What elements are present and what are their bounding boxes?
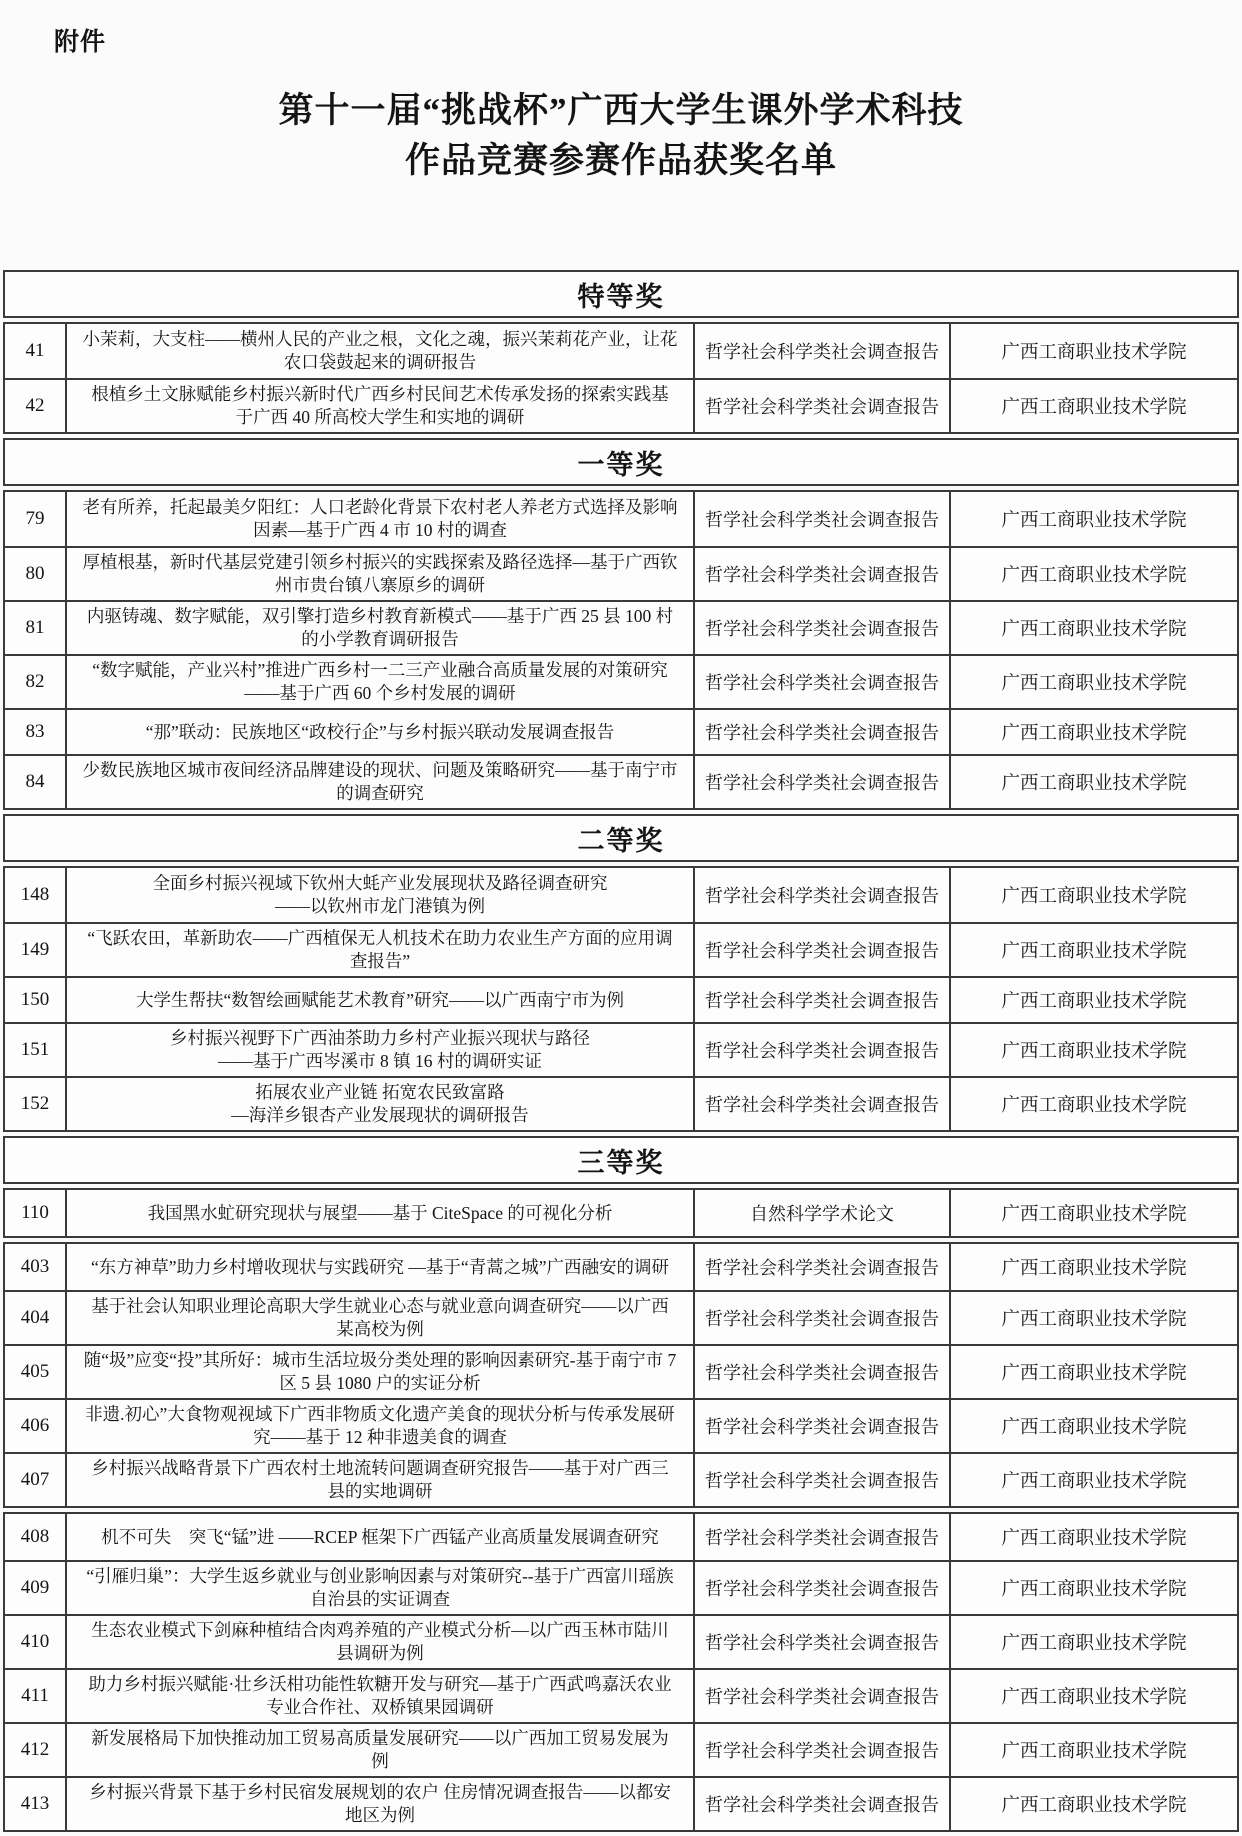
- row-org-cell: 广西工商职业技术学院: [949, 978, 1237, 1022]
- title-line: 机不可失 突飞“锰”进 ——RCEP 框架下广西锰产业高质量发展调查研究: [101, 1526, 659, 1547]
- row-number-cell: 41: [25, 340, 45, 361]
- row-category-cell: 哲学社会科学类社会调查报告: [693, 1562, 949, 1614]
- row-category-cell: 哲学社会科学类社会调查报告: [693, 1778, 949, 1830]
- table-row: [5, 1560, 1237, 1614]
- title-line: 大学生帮扶“数智绘画赋能艺术教育”研究——以广西南宁市为例: [135, 989, 625, 1010]
- row-category-cell: 哲学社会科学类社会调查报告: [693, 602, 949, 654]
- row-title-cell: [65, 1346, 693, 1398]
- title-line: “飞跃农田，革新助农——广西植保无人机技术在助力农业生产方面的应用调: [87, 928, 673, 948]
- row-number-cell: 83: [25, 721, 45, 742]
- table-row: [5, 1022, 1237, 1076]
- row-title-cell: [65, 324, 693, 378]
- row-org-cell: 广西工商职业技术学院: [949, 1024, 1237, 1076]
- title-line: 少数民族地区城市夜间经济品牌建设的现状、问题及策略研究——基于南宁市: [82, 760, 678, 780]
- title-line: “那”联动：民族地区“政校行企”与乡村振兴联动发展调查报告: [145, 721, 615, 742]
- row-title-cell: [65, 1616, 693, 1668]
- row-number-cell: 42: [25, 395, 45, 416]
- row-title-cell: [65, 1454, 693, 1506]
- row-org-cell: 广西工商职业技术学院: [949, 602, 1237, 654]
- row-title-cell: [65, 1724, 693, 1776]
- rows-block: [3, 866, 1239, 1132]
- table-row: [5, 1776, 1237, 1830]
- row-category-cell: 哲学社会科学类社会调查报告: [693, 1400, 949, 1452]
- table-row: [5, 1190, 1237, 1236]
- table-row: [5, 708, 1237, 754]
- table-row: [5, 868, 1237, 922]
- row-category-cell: 哲学社会科学类社会调查报告: [693, 1024, 949, 1076]
- row-title-cell: [65, 710, 693, 754]
- row-category-cell: 哲学社会科学类社会调查报告: [693, 1078, 949, 1130]
- table-row: [5, 492, 1237, 546]
- title-line: 乡村振兴战略背景下广西农村土地流转问题调查研究报告——基于对广西三: [91, 1458, 669, 1478]
- title-line: —海洋乡银杏产业发展现状的调研报告: [231, 1105, 529, 1125]
- row-number-cell: 404: [20, 1307, 50, 1328]
- row-category-cell: 哲学社会科学类社会调查报告: [693, 1292, 949, 1344]
- row-org-cell: 广西工商职业技术学院: [949, 1778, 1237, 1830]
- row-org-cell: 广西工商职业技术学院: [949, 1078, 1237, 1130]
- title-line: 的调查研究: [336, 783, 424, 803]
- row-title-cell: [65, 492, 693, 546]
- row-number-cell: 408: [20, 1526, 50, 1547]
- table-row: [5, 600, 1237, 654]
- title-line: 随“圾”应变“投”其所好：城市生活垃圾分类处理的影响因素研究-基于南宁市 7: [83, 1350, 677, 1370]
- title-line: 查报告”: [349, 951, 411, 971]
- row-number-cell: 403: [20, 1256, 50, 1277]
- rows-block: [3, 1512, 1239, 1832]
- title-line: 我国黑水虻研究现状与展望——基于 CiteSpace 的可视化分析: [147, 1202, 613, 1223]
- section-header: 二等奖: [3, 814, 1239, 862]
- title-line: 县调研为例: [336, 1643, 424, 1663]
- page-title-line2: 作品竞赛参赛作品获奖名单: [404, 141, 837, 180]
- title-line: ——以钦州市龙门港镇为例: [275, 896, 485, 916]
- row-category-cell: 哲学社会科学类社会调查报告: [693, 868, 949, 922]
- title-line: 乡村振兴视野下广西油茶助力乡村产业振兴现状与路径: [170, 1028, 590, 1048]
- table-row: [5, 378, 1237, 432]
- table-row: [5, 1614, 1237, 1668]
- row-number-cell: 79: [25, 508, 45, 529]
- row-org-cell: 广西工商职业技术学院: [949, 1244, 1237, 1290]
- row-category-cell: 哲学社会科学类社会调查报告: [693, 710, 949, 754]
- row-category-cell: 哲学社会科学类社会调查报告: [693, 1616, 949, 1668]
- row-title-cell: [65, 548, 693, 600]
- rows-block: [3, 322, 1239, 434]
- row-org-cell: 广西工商职业技术学院: [949, 1454, 1237, 1506]
- row-org-cell: 广西工商职业技术学院: [949, 492, 1237, 546]
- rows-block: [3, 490, 1239, 810]
- row-number-cell: 149: [20, 939, 50, 960]
- row-org-cell: 广西工商职业技术学院: [949, 1190, 1237, 1236]
- table-row: [5, 1290, 1237, 1344]
- row-category-cell: 哲学社会科学类社会调查报告: [693, 548, 949, 600]
- title-line: 拓展农业产业链 拓宽农民致富路: [255, 1082, 505, 1102]
- title-line: 专业合作社、双桥镇果园调研: [266, 1697, 494, 1717]
- row-number-cell: 148: [20, 884, 50, 905]
- title-line: 因素—基于广西 4 市 10 村的调查: [253, 520, 507, 540]
- title-line: ——基于广西岑溪市 8 镇 16 村的调研实证: [218, 1051, 542, 1071]
- row-title-cell: [65, 868, 693, 922]
- title-line: 生态农业模式下剑麻种植结合肉鸡养殖的产业模式分析—以广西玉林市陆川: [91, 1620, 669, 1640]
- row-number-cell: 151: [20, 1039, 50, 1060]
- table-row: [5, 1514, 1237, 1560]
- row-org-cell: 广西工商职业技术学院: [949, 924, 1237, 976]
- table-row: [5, 1076, 1237, 1130]
- rows-block: [3, 1188, 1239, 1238]
- row-number-cell: 409: [20, 1577, 50, 1598]
- row-org-cell: 广西工商职业技术学院: [949, 756, 1237, 808]
- page-title: [0, 86, 1242, 186]
- row-title-cell: [65, 602, 693, 654]
- section-header: 三等奖: [3, 1136, 1239, 1184]
- table-row: [5, 546, 1237, 600]
- table-row: [5, 1344, 1237, 1398]
- title-line: 区 5 县 1080 户的实证分析: [279, 1373, 481, 1393]
- table-row: [5, 1668, 1237, 1722]
- row-category-cell: 哲学社会科学类社会调查报告: [693, 1346, 949, 1398]
- title-line: “东方神草”助力乡村增收现状与实践研究 —基于“青蒿之城”广西融安的调研: [91, 1256, 669, 1277]
- title-line: 的小学教育调研报告: [301, 629, 459, 649]
- title-line: 新发展格局下加快推动加工贸易高质量发展研究——以广西加工贸易发展为: [91, 1728, 669, 1748]
- row-org-cell: 广西工商职业技术学院: [949, 1346, 1237, 1398]
- table-row: [5, 976, 1237, 1022]
- row-category-cell: 哲学社会科学类社会调查报告: [693, 1514, 949, 1560]
- row-org-cell: 广西工商职业技术学院: [949, 1670, 1237, 1722]
- row-number-cell: 405: [20, 1361, 50, 1382]
- title-line: ——基于广西 60 个乡村发展的调研: [244, 683, 516, 703]
- row-number-cell: 406: [20, 1415, 50, 1436]
- title-line: 老有所养，托起最美夕阳红：人口老龄化背景下农村老人养老方式选择及影响: [82, 497, 678, 517]
- row-org-cell: 广西工商职业技术学院: [949, 324, 1237, 378]
- row-org-cell: 广西工商职业技术学院: [949, 1292, 1237, 1344]
- row-title-cell: [65, 978, 693, 1022]
- row-title-cell: [65, 1400, 693, 1452]
- row-org-cell: 广西工商职业技术学院: [949, 1724, 1237, 1776]
- title-line: 基于社会认知职业理论高职大学生就业心态与就业意向调查研究——以广西: [91, 1296, 669, 1316]
- row-title-cell: [65, 1670, 693, 1722]
- row-number-cell: 82: [25, 671, 45, 692]
- title-line: 自治县的实证调查: [310, 1589, 450, 1609]
- table-row: [5, 754, 1237, 808]
- row-category-cell: 自然科学学术论文: [693, 1190, 949, 1236]
- row-title-cell: [65, 1190, 693, 1236]
- title-line: 地区为例: [345, 1805, 415, 1825]
- row-title-cell: [65, 756, 693, 808]
- row-category-cell: 哲学社会科学类社会调查报告: [693, 1244, 949, 1290]
- title-line: 厚植根基，新时代基层党建引领乡村振兴的实践探索及路径选择—基于广西钦: [82, 552, 678, 572]
- row-category-cell: 哲学社会科学类社会调查报告: [693, 492, 949, 546]
- row-title-cell: [65, 1078, 693, 1130]
- row-category-cell: 哲学社会科学类社会调查报告: [693, 1454, 949, 1506]
- row-org-cell: 广西工商职业技术学院: [949, 1616, 1237, 1668]
- row-title-cell: [65, 380, 693, 432]
- title-line: 根植乡土文脉赋能乡村振兴新时代广西乡村民间艺术传承发扬的探索实践基: [91, 384, 669, 404]
- row-org-cell: 广西工商职业技术学院: [949, 710, 1237, 754]
- row-org-cell: 广西工商职业技术学院: [949, 548, 1237, 600]
- row-number-cell: 410: [20, 1631, 50, 1652]
- title-line: 例: [371, 1751, 389, 1771]
- row-org-cell: 广西工商职业技术学院: [949, 868, 1237, 922]
- row-org-cell: 广西工商职业技术学院: [949, 1562, 1237, 1614]
- rows-block: [3, 1242, 1239, 1508]
- row-number-cell: 150: [20, 989, 50, 1010]
- section-header: 一等奖: [3, 438, 1239, 486]
- row-title-cell: [65, 1778, 693, 1830]
- row-number-cell: 411: [21, 1685, 49, 1706]
- row-number-cell: 81: [25, 617, 45, 638]
- table-row: [5, 654, 1237, 708]
- table-row: [5, 922, 1237, 976]
- row-title-cell: [65, 1292, 693, 1344]
- row-number-cell: 407: [20, 1469, 50, 1490]
- row-category-cell: 哲学社会科学类社会调查报告: [693, 656, 949, 708]
- table-row: [5, 324, 1237, 378]
- page-title-line1: 第十一届“挑战杯”广西大学生课外学术科技: [278, 91, 964, 130]
- row-category-cell: 哲学社会科学类社会调查报告: [693, 324, 949, 378]
- row-title-cell: [65, 1244, 693, 1290]
- row-number-cell: 413: [20, 1793, 50, 1814]
- row-org-cell: 广西工商职业技术学院: [949, 380, 1237, 432]
- title-line: “引雁归巢”：大学生返乡就业与创业影响因素与对策研究--基于广西富川瑶族: [86, 1566, 674, 1586]
- title-line: 某高校为例: [336, 1319, 424, 1339]
- title-line: 助力乡村振兴赋能·壮乡沃柑功能性软糖开发与研究—基于广西武鸣嘉沃农业: [88, 1674, 672, 1694]
- row-category-cell: 哲学社会科学类社会调查报告: [693, 380, 949, 432]
- row-number-cell: 152: [20, 1093, 50, 1114]
- row-number-cell: 80: [25, 563, 45, 584]
- row-title-cell: [65, 1024, 693, 1076]
- row-number-cell: 110: [21, 1202, 49, 1223]
- row-title-cell: [65, 656, 693, 708]
- table-row: [5, 1722, 1237, 1776]
- row-org-cell: 广西工商职业技术学院: [949, 1514, 1237, 1560]
- title-line: 于广西 40 所高校大学生和实地的调研: [235, 407, 525, 427]
- row-org-cell: 广西工商职业技术学院: [949, 656, 1237, 708]
- section-header: 特等奖: [3, 270, 1239, 318]
- title-line: 全面乡村振兴视域下钦州大蚝产业发展现状及路径调查研究: [152, 873, 608, 893]
- row-org-cell: 广西工商职业技术学院: [949, 1400, 1237, 1452]
- title-line: 内驱铸魂、数字赋能，双引擎打造乡村教育新模式——基于广西 25 县 100 村: [86, 606, 674, 626]
- title-line: “数字赋能，产业兴村”推进广西乡村一二三产业融合高质量发展的对策研究: [92, 660, 668, 680]
- row-title-cell: [65, 1514, 693, 1560]
- row-category-cell: 哲学社会科学类社会调查报告: [693, 1724, 949, 1776]
- title-line: 非遗.初心”大食物观视域下广西非物质文化遗产美食的现状分析与传承发展研: [85, 1404, 675, 1424]
- title-line: 农口袋鼓起来的调研报告: [283, 352, 477, 372]
- awards-table: [3, 270, 1239, 1832]
- title-line: 究——基于 12 种非遗美食的调查: [253, 1427, 507, 1447]
- row-title-cell: [65, 1562, 693, 1614]
- title-line: 县的实地调研: [327, 1481, 433, 1501]
- row-title-cell: [65, 924, 693, 976]
- title-line: 乡村振兴背景下基于乡村民宿发展规划的农户 住房情况调查报告——以都安: [89, 1782, 671, 1802]
- table-row: [5, 1452, 1237, 1506]
- row-category-cell: 哲学社会科学类社会调查报告: [693, 924, 949, 976]
- attachment-label: 附件: [54, 29, 107, 56]
- row-category-cell: 哲学社会科学类社会调查报告: [693, 1670, 949, 1722]
- title-line: 小茉莉，大支柱——横州人民的产业之根，文化之魂，振兴茉莉花产业，让花: [82, 329, 678, 349]
- table-row: [5, 1398, 1237, 1452]
- row-number-cell: 84: [25, 771, 45, 792]
- table-row: [5, 1244, 1237, 1290]
- row-category-cell: 哲学社会科学类社会调查报告: [693, 978, 949, 1022]
- title-line: 州市贵台镇八寨原乡的调研: [275, 575, 485, 595]
- row-category-cell: 哲学社会科学类社会调查报告: [693, 756, 949, 808]
- row-number-cell: 412: [20, 1739, 50, 1760]
